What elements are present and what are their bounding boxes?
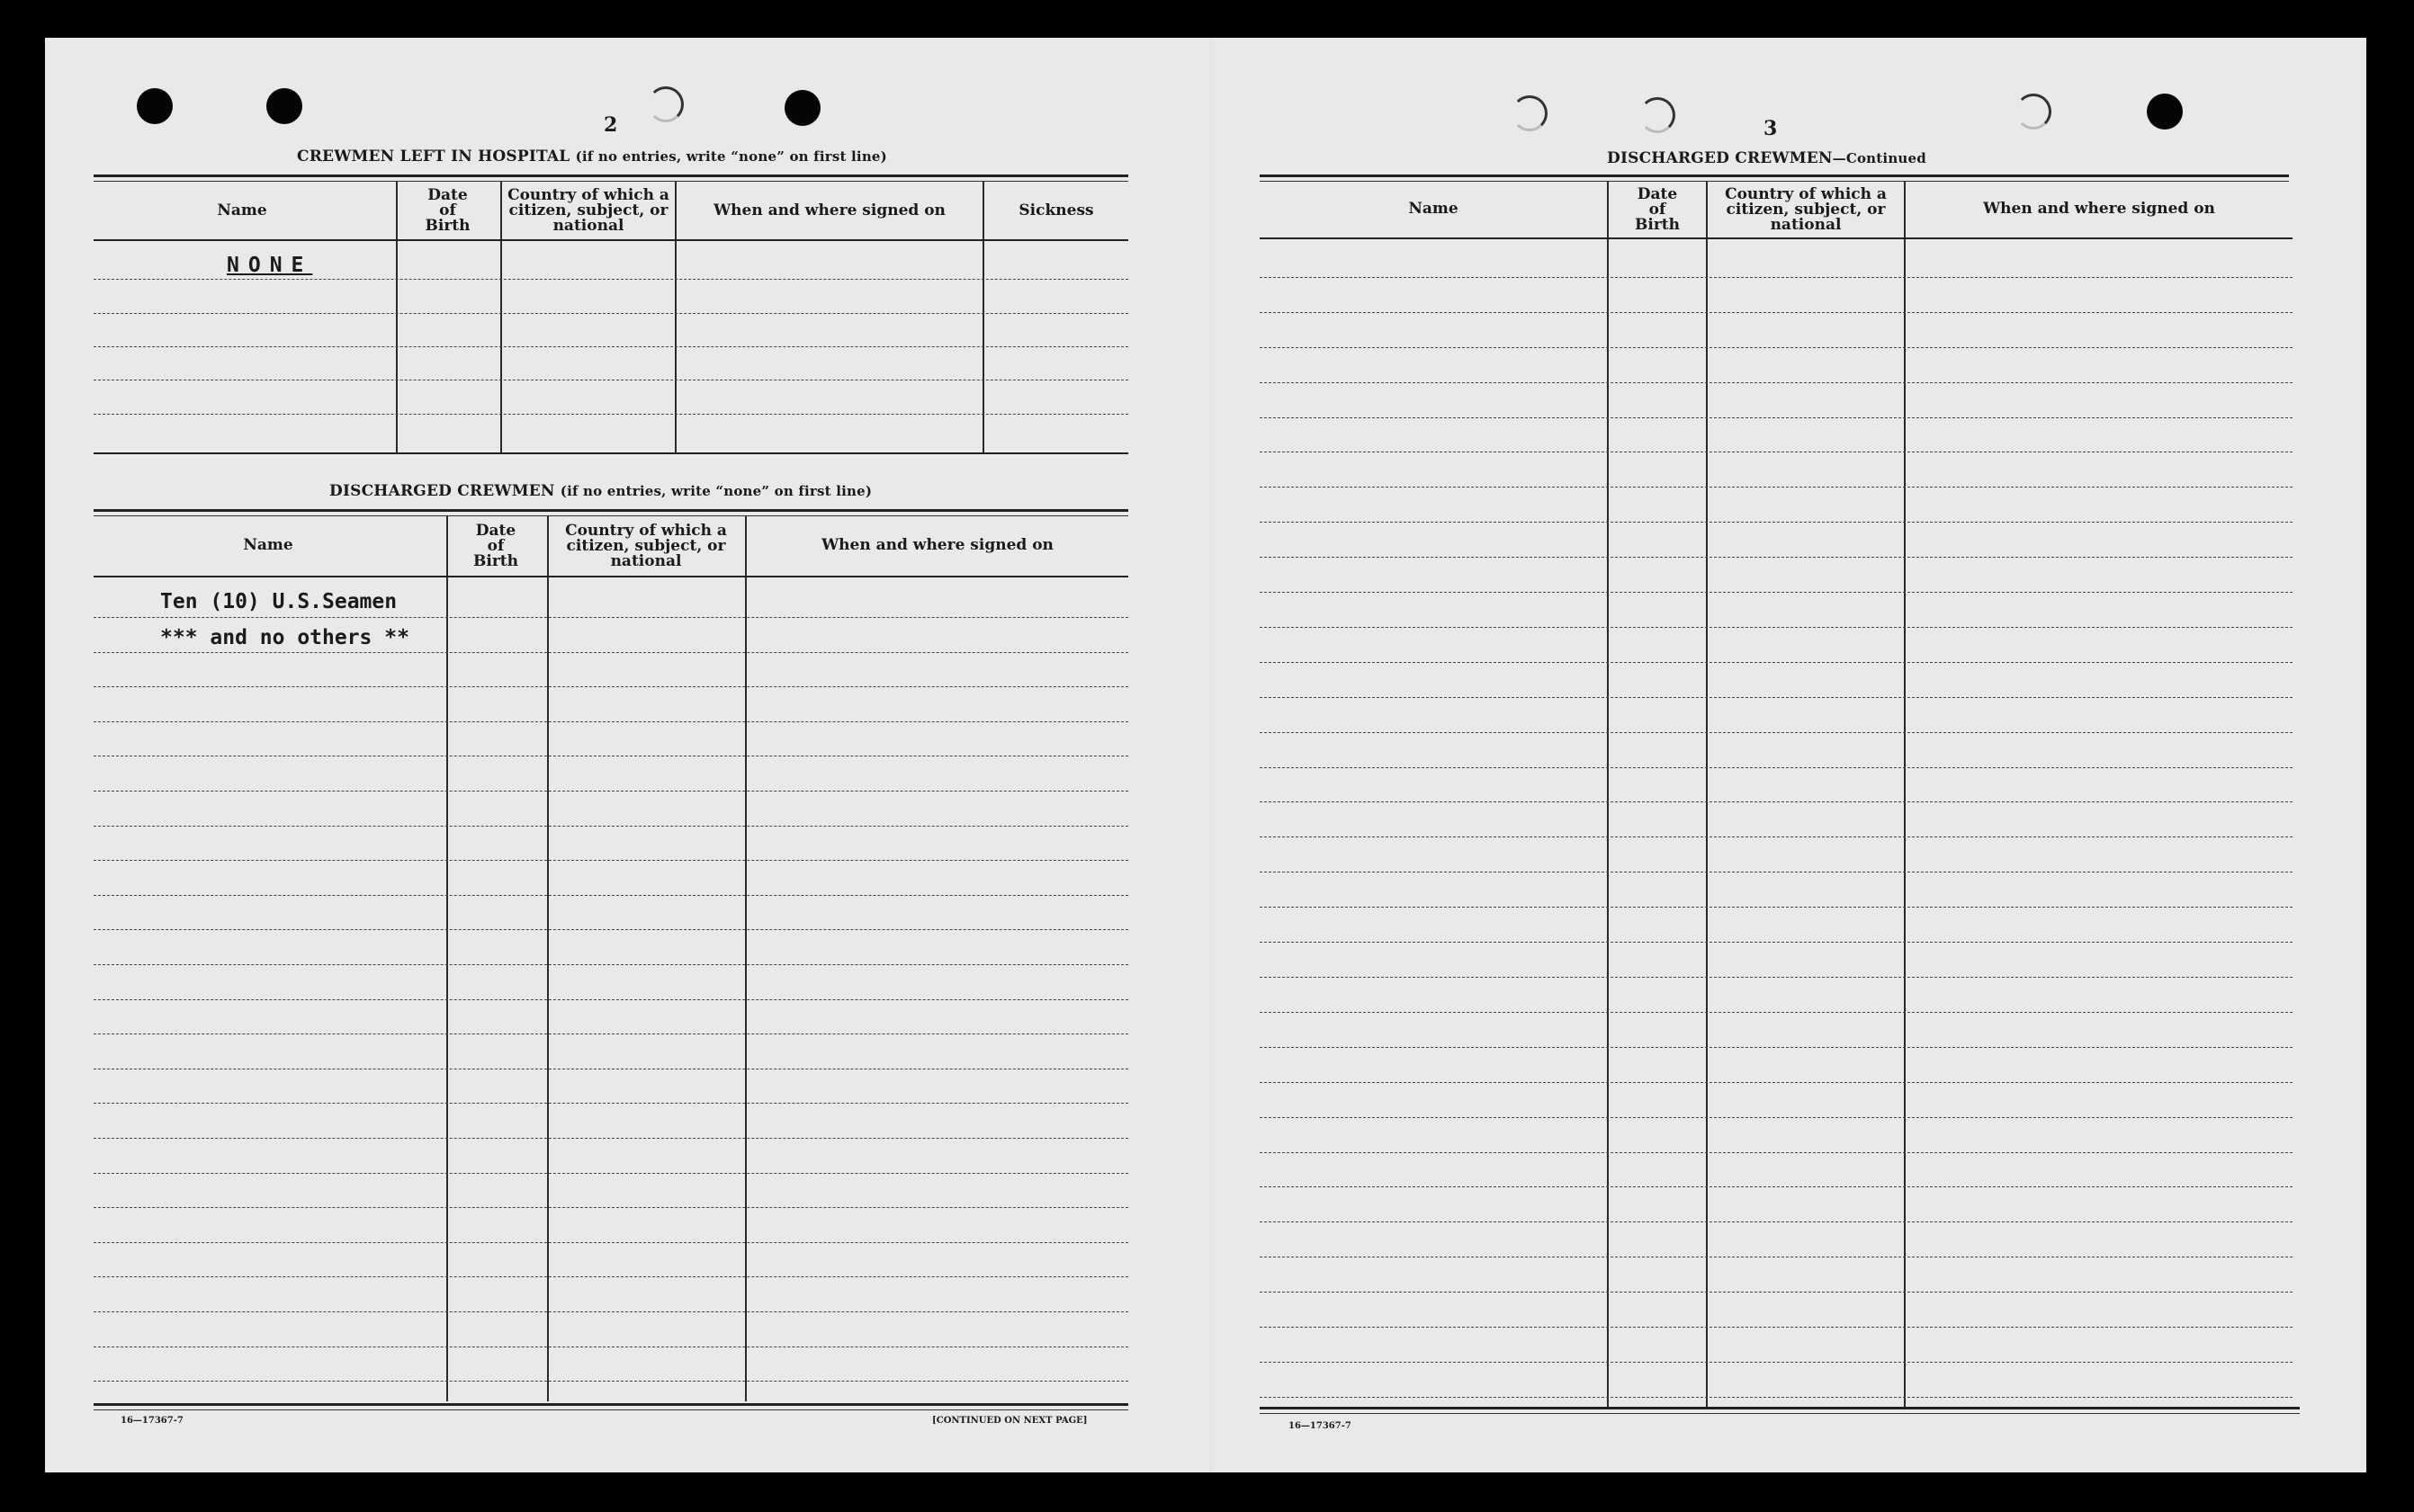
punch-hole [266, 88, 302, 124]
page-number: 3 [1763, 117, 1778, 140]
table-row-line [94, 1173, 1128, 1174]
table-row-line [1260, 417, 2293, 418]
table-row-line [94, 999, 1128, 1000]
table-row-line [94, 929, 1128, 930]
form-number: 16—17367-7 [121, 1416, 184, 1426]
punch-hole [137, 88, 173, 124]
hospital-header-rule [94, 239, 1128, 241]
hospital-col-sickness: Sickness [1019, 201, 1094, 219]
punch-hole-ring [1512, 95, 1548, 131]
discharged-col-divider [547, 516, 549, 1401]
table-row-line [94, 826, 1128, 827]
right-table-top-rule-2 [1260, 181, 2289, 182]
discharged-title-text: DISCHARGED CREWMEN [329, 482, 555, 500]
table-row-line [94, 964, 1128, 965]
table-row-line [94, 652, 1128, 653]
table-row-line [1260, 1327, 2293, 1328]
punch-hole-ring [2015, 94, 2051, 130]
right-table-top-rule [1260, 174, 2289, 177]
discharged-table-top-rule-2 [94, 515, 1128, 516]
discharged-section-title [329, 482, 872, 500]
hospital-entry-none: NONE [227, 254, 313, 277]
table-row-line [1260, 382, 2293, 383]
table-row-line [94, 1381, 1128, 1382]
page-number: 2 [604, 113, 618, 137]
discharged-bottom-rule [94, 1403, 1128, 1406]
table-row-line [1260, 942, 2293, 943]
table-row-line [1260, 312, 2293, 313]
hospital-section-title [297, 148, 887, 166]
punch-hole [2147, 94, 2183, 130]
table-row-line [1260, 801, 2293, 802]
right-col-divider [1904, 182, 1906, 1409]
hospital-col-dob: Date of Birth [425, 186, 471, 235]
table-row-line [1260, 1292, 2293, 1293]
right-col-dob: Date of Birth [1635, 185, 1680, 234]
table-row-line [94, 1033, 1128, 1034]
table-row-line [1260, 557, 2293, 558]
table-row-line [1260, 1152, 2293, 1153]
table-row-line [1260, 487, 2293, 488]
table-row-line [1260, 522, 2293, 523]
table-row-line [94, 721, 1128, 722]
table-row-line [94, 791, 1128, 792]
table-row-line [94, 279, 1128, 280]
discharged-entry-1: Ten (10) U.S.Seamen [160, 590, 398, 613]
discharged-col-name: Name [243, 536, 293, 554]
table-row-line [1260, 277, 2293, 278]
continued-suffix: —Continued [1832, 150, 1926, 166]
hospital-col-name: Name [217, 201, 267, 219]
continued-title-text: DISCHARGED CREWMEN [1607, 149, 1833, 167]
table-row-line [94, 1276, 1128, 1277]
table-row-line [1260, 1186, 2293, 1187]
table-row-line [1260, 1012, 2293, 1013]
hospital-table-top-rule [94, 174, 1128, 177]
right-bottom-rule-2 [1260, 1413, 2300, 1414]
table-row-line [1260, 1397, 2293, 1398]
right-header-rule [1260, 237, 2293, 239]
table-row-line [1260, 662, 2293, 663]
table-row-line [1260, 767, 2293, 768]
page-fold [1210, 38, 1213, 1472]
discharged-col-country: Country of which a citizen, subject, or national [565, 522, 727, 570]
discharged-col-signed: When and where signed on [821, 536, 1054, 554]
form-number: 16—17367-7 [1288, 1421, 1351, 1431]
discharged-col-dob: Date of Birth [473, 522, 518, 570]
table-row-line [94, 1207, 1128, 1208]
table-row-line [1260, 1362, 2293, 1363]
table-row-line [94, 346, 1128, 347]
table-row-line [1260, 977, 2293, 978]
right-col-divider [1706, 182, 1708, 1409]
discharged-col-divider [745, 516, 747, 1401]
table-row-line [94, 313, 1128, 314]
table-row-line [94, 414, 1128, 415]
right-col-name: Name [1408, 200, 1458, 218]
table-row-line [1260, 732, 2293, 733]
table-row-line [94, 860, 1128, 861]
table-row-line [94, 1103, 1128, 1104]
hospital-bottom-rule [94, 452, 1128, 454]
hospital-instruction: (if no entries, write “none” on first line) [575, 148, 887, 165]
table-row-line [94, 617, 1128, 618]
table-row-line [1260, 592, 2293, 593]
table-row-line [1260, 1047, 2293, 1048]
discharged-table-top-rule [94, 509, 1128, 512]
hospital-col-country: Country of which a citizen, subject, or national [507, 186, 669, 235]
right-col-divider [1607, 182, 1609, 1409]
continued-note: [CONTINUED ON NEXT PAGE] [932, 1416, 1088, 1426]
hospital-table-top-rule-2 [94, 181, 1128, 182]
table-row-line [1260, 1082, 2293, 1083]
punch-hole-ring [648, 86, 684, 122]
discharged-bottom-rule-2 [94, 1409, 1128, 1410]
table-row-line [94, 895, 1128, 896]
table-row-line [1260, 627, 2293, 628]
right-bottom-rule [1260, 1407, 2300, 1409]
table-row-line [94, 1311, 1128, 1312]
table-row-line [94, 1242, 1128, 1243]
table-row-line [1260, 907, 2293, 908]
table-row-line [1260, 1117, 2293, 1118]
punch-hole-ring [1639, 97, 1675, 133]
discharged-continued-title [1607, 149, 1926, 167]
hospital-title-text: CREWMEN LEFT IN HOSPITAL [297, 148, 570, 166]
table-row-line [94, 686, 1128, 687]
discharged-header-rule [94, 576, 1128, 577]
table-row-line [1260, 1221, 2293, 1222]
right-col-signed: When and where signed on [1983, 200, 2215, 218]
table-row-line [1260, 697, 2293, 698]
discharged-instruction: (if no entries, write “none” on first line) [560, 483, 873, 499]
discharged-col-divider [446, 516, 448, 1401]
table-row-line [94, 1346, 1128, 1347]
table-row-line [94, 1138, 1128, 1139]
table-row-line [1260, 347, 2293, 348]
right-col-country: Country of which a citizen, subject, or national [1725, 185, 1887, 234]
discharged-entry-2: *** and no others ** [160, 626, 409, 649]
punch-hole [785, 90, 821, 126]
hospital-col-signed: When and where signed on [713, 201, 946, 219]
